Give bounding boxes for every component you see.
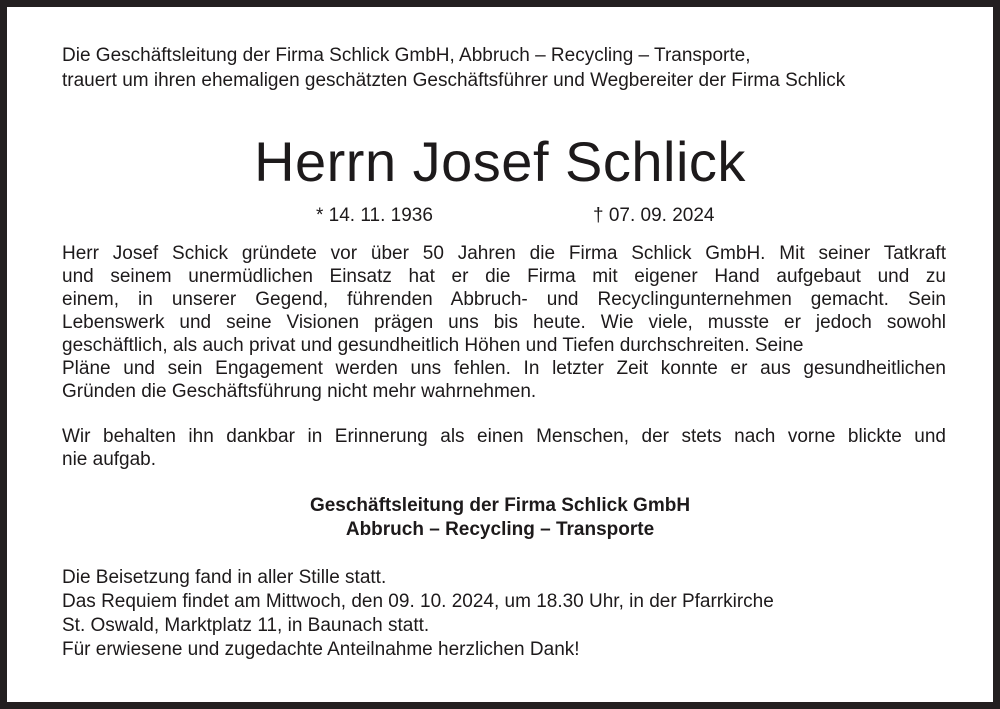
paragraph-line: Gründen die Geschäftsführung nicht mehr wahrnehmen. bbox=[62, 381, 537, 402]
deceased-name: Herrn Josef Schlick bbox=[254, 130, 746, 193]
death-date: † 07. 09. 2024 bbox=[593, 205, 715, 226]
paragraph-line: Wir behalten ihn dankbar in Erinnerung als einen Menschen, der stets nach vorne blickte und bbox=[62, 426, 946, 447]
paragraph-line: und seinem unermüdlichen Einsatz hat er die Firma mit eigener Hand aufgebaut und zu bbox=[62, 266, 946, 287]
intro-line: trauert um ihren ehemaligen geschätzten Geschäftsführer und Wegbereiter der Firma Schlick bbox=[62, 70, 846, 91]
signature-line: Geschäftsleitung der Firma Schlick GmbH bbox=[309, 495, 691, 516]
closing-line: St. Oswald, Marktplatz 11, in Baunach statt. bbox=[62, 615, 430, 636]
paragraph-line: Lebenswerk und seine Visionen prägen uns bis heute. Wie viele, musste er jedoch sowohl bbox=[62, 312, 946, 333]
paragraph-line: einem, in unserer Gegend, führenden Abbruch- und Recyclingunternehmen gemacht. Sein bbox=[62, 289, 946, 310]
signature-line: Abbruch – Recycling – Transporte bbox=[345, 519, 655, 540]
paragraph-line: Pläne und sein Engagement werden uns fehlen. In letzter Zeit konnte er aus gesundheitlichen bbox=[62, 358, 946, 379]
paragraph-line: geschäftlich, als auch privat und gesundheitlich Höhen und Tiefen durchschreiten. Seine bbox=[62, 335, 804, 356]
birth-date: * 14. 11. 1936 bbox=[316, 205, 433, 226]
closing-line: Die Beisetzung fand in aller Stille statt. bbox=[62, 567, 387, 588]
paragraph-line: Herr Josef Schick gründete vor über 50 Jahren die Firma Schlick GmbH. Mit seiner Tatkraft bbox=[62, 243, 946, 264]
closing-line: Für erwiesene und zugedachte Anteilnahme herzlichen Dank! bbox=[62, 639, 580, 660]
intro-line: Die Geschäftsleitung der Firma Schlick GmbH, Abbruch – Recycling – Transporte, bbox=[62, 45, 751, 66]
closing-line: Das Requiem findet am Mittwoch, den 09. 10. 2024, um 18.30 Uhr, in der Pfarrkirche bbox=[62, 591, 774, 612]
paragraph-line: nie aufgab. bbox=[62, 449, 157, 470]
